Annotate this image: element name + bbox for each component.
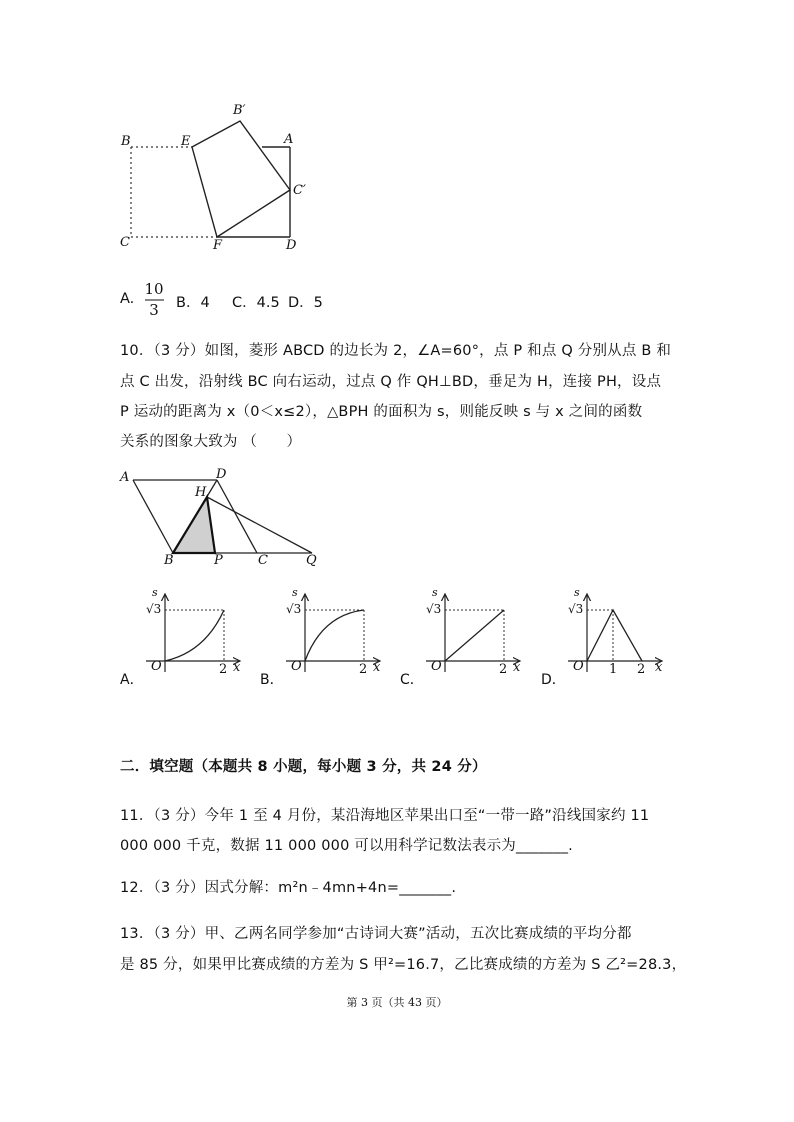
graph-c-two-label: 2 xyxy=(499,662,508,677)
q10-line-4: 关系的图象大致为 （ ） xyxy=(120,434,302,450)
q10-line-1: 10．（3 分）如图，菱形 ABCD 的边长为 2，∠A=60°，点 P 和点 Q 分别从点 B 和 xyxy=(120,343,672,359)
q9-label-f: F xyxy=(213,238,223,253)
q9-option-b: B．4 xyxy=(176,295,210,311)
q10-label-b: B xyxy=(164,553,174,568)
graph-a-two-label: 2 xyxy=(219,662,228,677)
q9-label-e: E xyxy=(181,134,191,149)
q9-option-d: D．5 xyxy=(288,295,323,311)
graph-d-x-label: x xyxy=(655,660,663,675)
graph-a-sqrt3-label: √3 xyxy=(146,602,162,616)
graph-d-sqrt3-label: √3 xyxy=(568,602,584,616)
q9-option-c: C．4.5 xyxy=(232,295,280,311)
q10-label-h: H xyxy=(195,485,207,500)
q10-label-p: P xyxy=(214,553,223,568)
graph-c-origin-label: O xyxy=(431,659,442,674)
q10-label-a: A xyxy=(120,470,130,485)
q9-label-a: A xyxy=(284,132,294,147)
q11-line-2: 000 000 千克，数据 11 000 000 可以用科学记数法表示为_______. xyxy=(120,838,573,854)
choice-c: C． xyxy=(400,672,424,688)
choice-a: A． xyxy=(120,672,144,688)
q9-option-a-denominator: 3 xyxy=(149,301,159,319)
graph-d-origin-label: O xyxy=(573,659,584,674)
graph-b-two-label: 2 xyxy=(359,662,368,677)
choice-d: D． xyxy=(541,672,566,688)
graph-a-s-label: s xyxy=(152,586,158,599)
choice-b: B． xyxy=(260,672,284,688)
graph-b-sqrt3-label: √3 xyxy=(286,602,302,616)
q9-option-a-numerator: 10 xyxy=(144,280,164,298)
graph-b-x-label: x xyxy=(373,660,381,675)
graph-b-s-label: s xyxy=(292,586,298,599)
q9-label-c: C xyxy=(120,235,130,250)
section-2-title: 二．填空题（本题共 8 小题，每小题 3 分，共 24 分） xyxy=(120,759,487,775)
graph-d-two-label: 2 xyxy=(637,662,646,677)
q9-option-a-label: A. xyxy=(120,291,135,307)
graph-c-sqrt3-label: √3 xyxy=(426,602,442,616)
page-footer: 第 3 页（共 43 页） xyxy=(346,996,448,1009)
q10-label-c: C xyxy=(258,553,268,568)
graph-d-one-label: 1 xyxy=(609,662,618,677)
graph-a-origin-label: O xyxy=(151,659,162,674)
q9-label-b: B xyxy=(121,134,131,149)
q13-line-1: 13．（3 分）甲、乙两名同学参加“古诗词大赛”活动，五次比赛成绩的平均分都 xyxy=(120,926,632,942)
q9-label-d: D xyxy=(286,238,297,253)
q10-line-3: P 运动的距离为 x（0＜x≤2），△BPH 的面积为 s，则能反映 s 与 x 之间的函数 xyxy=(120,404,643,420)
q9-label-b-prime: B′ xyxy=(233,103,246,118)
graph-b-origin-label: O xyxy=(291,659,302,674)
q13-line-2: 是 85 分，如果甲比赛成绩的方差为 S 甲²=16.7，乙比赛成绩的方差为 S 乙²=28.3， xyxy=(120,957,687,973)
q9-label-c-prime: C′ xyxy=(293,183,306,198)
graph-c-x-label: x xyxy=(513,660,521,675)
q11-line-1: 11．（3 分）今年 1 至 4 月份，某沿海地区苹果出口至“一带一路”沿线国家约 11 xyxy=(120,808,650,824)
q10-label-d: D xyxy=(216,467,227,482)
q12-line-1: 12．（3 分）因式分解：m²n﹣4mn+4n=_______. xyxy=(120,880,457,896)
q10-line-2: 点 C 出发，沿射线 BC 向右运动，过点 Q 作 QH⊥BD，垂足为 H，连接 PH，设点 xyxy=(120,374,662,390)
graph-a-x-label: x xyxy=(233,660,241,675)
q10-label-q: Q xyxy=(306,553,317,568)
graph-d-s-label: s xyxy=(574,586,580,599)
graph-c-s-label: s xyxy=(432,586,438,599)
